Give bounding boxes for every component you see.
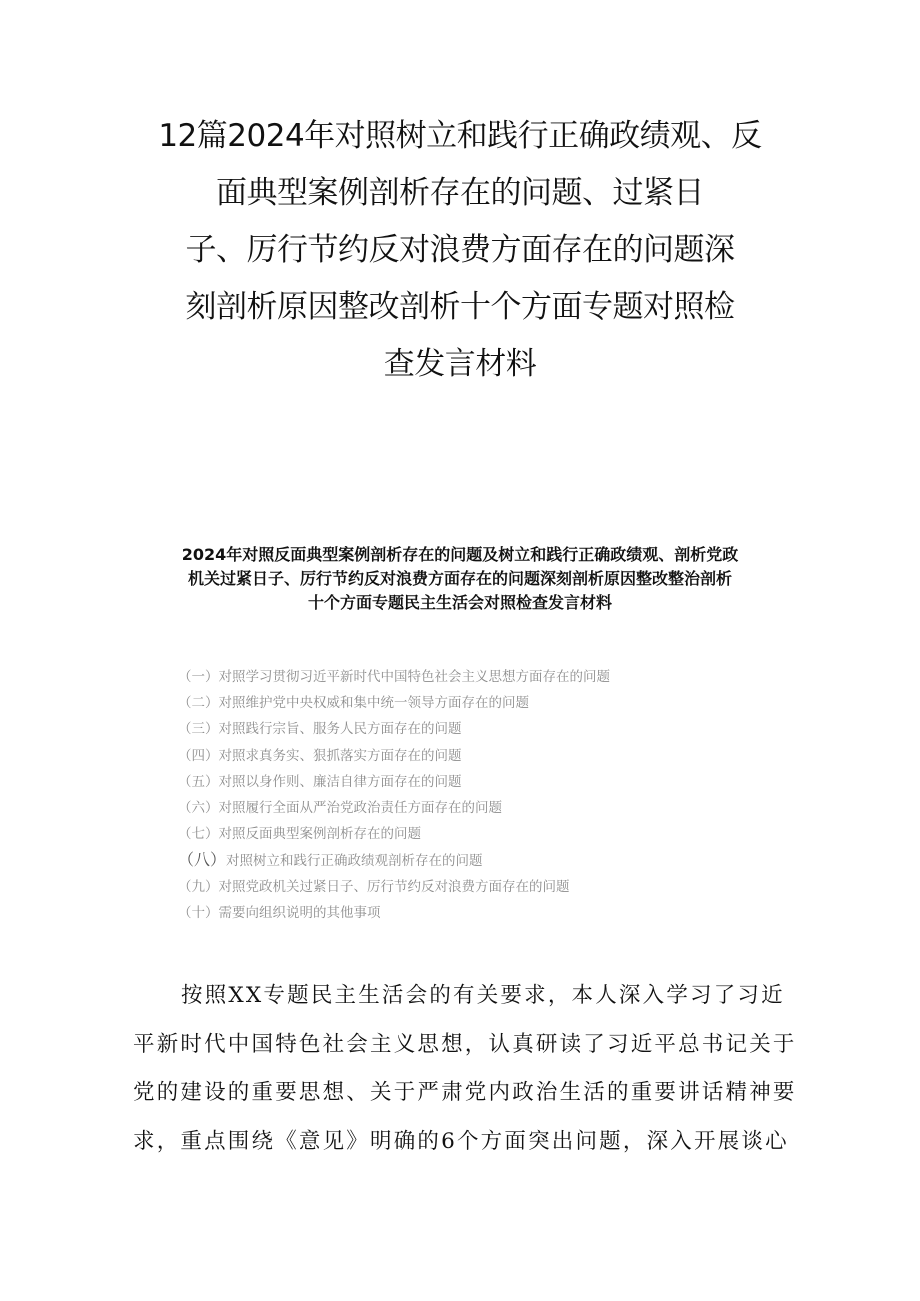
toc-item: [178, 690, 778, 716]
title-line: 查发言材料: [383, 346, 537, 382]
title-line: 面典型案例剖析存在的问题、过紧日: [216, 175, 704, 211]
title-line: 刻剖析原因整改剖析十个方面专题对照检: [185, 289, 735, 325]
toc-item-number: （七）: [178, 826, 219, 843]
subtitle-line: 十个方面专题民主生活会对照检查发言材料: [307, 593, 612, 612]
toc-item: [178, 795, 778, 821]
subtitle-line: 机关过紧日子、厉行节约反对浪费方面存在的问题深刻剖析原因整改整治剖析: [187, 569, 732, 588]
toc-item: [178, 900, 778, 926]
toc-item-text: 对照维护党中央权威和集中统一领导方面存在的问题: [218, 695, 529, 712]
toc-item-number: （六）: [178, 799, 219, 816]
toc-item-text: 对照学习贯彻习近平新时代中国特色社会主义思想方面存在的问题: [218, 669, 610, 685]
toc-item-number: （十）: [178, 904, 219, 921]
toc-item-text: 对照履行全面从严治党政治责任方面存在的问题: [218, 799, 502, 816]
toc-item-number: （五）: [178, 773, 219, 790]
toc-item: [178, 874, 778, 900]
body-line: 党的建设的重要思想、关于严肃党内政治生活的重要讲话精神要: [133, 1080, 797, 1105]
toc-item-text: 对照践行宗旨、服务人民方面存在的问题: [218, 721, 462, 738]
document-title: [120, 108, 800, 393]
toc-item: [178, 847, 778, 873]
toc-item-number: （一）: [178, 669, 219, 685]
toc-item: [178, 769, 778, 795]
toc-item: [178, 821, 778, 847]
toc-item-text: 对照以身作则、廉洁自律方面存在的问题: [218, 773, 462, 790]
title-line: 12篇2024年对照树立和践行正确政绩观、反: [158, 118, 762, 154]
toc-item-text: 对照树立和践行正确政绩观剖析存在的问题: [226, 853, 483, 870]
body-paragraph: [133, 972, 797, 1166]
toc-item-number: （三）: [178, 721, 219, 738]
toc-item-number: （九）: [178, 878, 219, 895]
toc-item-text: 对照求真务实、狠抓落实方面存在的问题: [218, 747, 462, 764]
table-of-contents: [178, 664, 778, 926]
toc-item: [178, 716, 778, 742]
body-line: 按照XX专题民主生活会的有关要求，本人深入学习了习近: [181, 983, 785, 1008]
toc-item-number: （二）: [178, 695, 219, 712]
body-line: 平新时代中国特色社会主义思想，认真研读了习近平总书记关于: [133, 1031, 797, 1057]
body-line: 求，重点围绕《意见》明确的6个方面突出问题，深入开展谈心: [133, 1128, 789, 1154]
subtitle-line: 2024年对照反面典型案例剖析存在的问题及树立和践行正确政绩观、剖析党政: [181, 545, 739, 564]
toc-item-text: 对照反面典型案例剖析存在的问题: [218, 826, 421, 843]
toc-item-number: （八）: [178, 850, 227, 870]
toc-item: [178, 743, 778, 769]
toc-item-text: 对照党政机关过紧日子、厉行节约反对浪费方面存在的问题: [218, 878, 570, 895]
toc-item-text: 需要向组织说明的其他事项: [218, 904, 381, 921]
toc-item-number: （四）: [178, 747, 219, 764]
title-line: 子、厉行节约反对浪费方面存在的问题深: [185, 232, 735, 268]
toc-item: [178, 664, 778, 690]
document-subtitle: [130, 543, 790, 615]
